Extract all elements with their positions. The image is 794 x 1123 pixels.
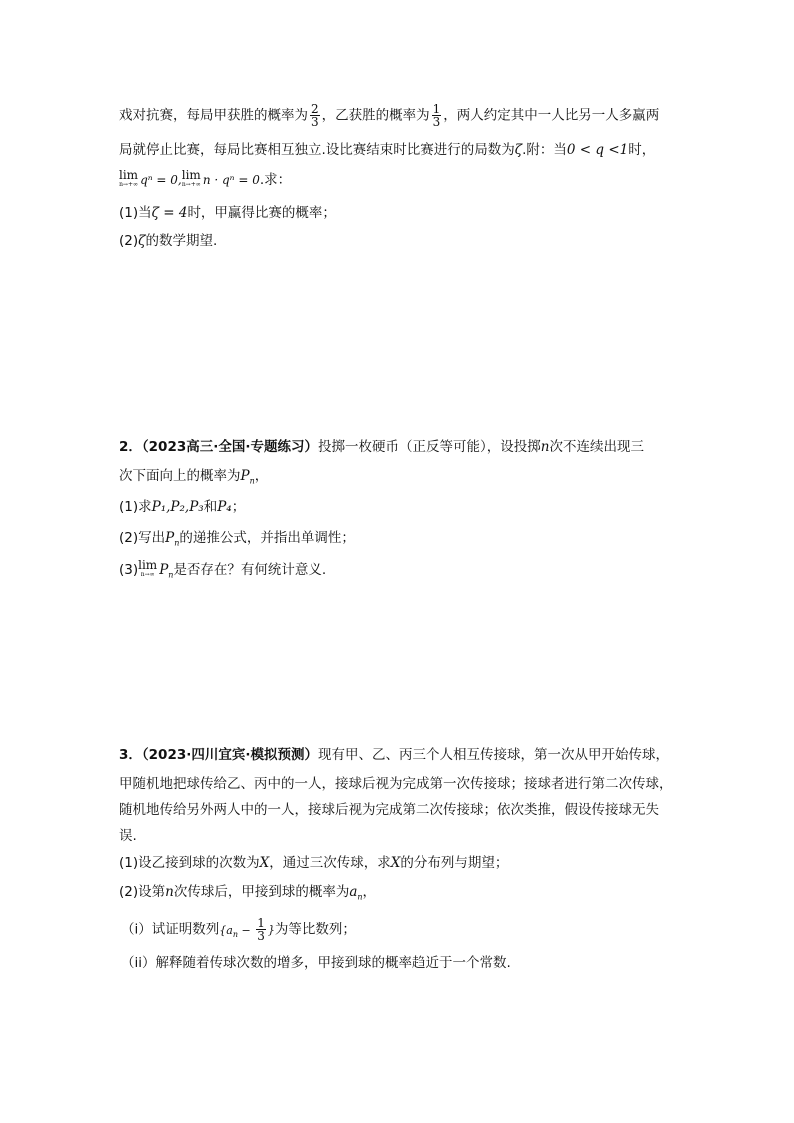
q3-line-4: 误. (119, 828, 137, 844)
fraction-one-third: $\frac{1}{3}$ (432, 102, 441, 129)
q3-part-2: (2)设第n次传球后，甲接到球的概率为$a_n$， (119, 884, 377, 902)
question-number: 3． (119, 747, 142, 763)
q3-sub-2: （ii）解释随着传球次数的增多，甲接到球的概率趋近于一个常数. (121, 955, 511, 971)
q3-part-1: (1)设乙接到球的次数为X，通过三次传球，求X的分布列与期望； (119, 855, 509, 871)
q2-line-1: 2．（2023高三·全国·专题练习）投掷一枚硬币（正反等可能），设投掷n次不连续出现三 (119, 439, 644, 455)
q2-line-2: 次下面向上的概率为$P_n$， (119, 468, 269, 486)
limit-operator: lim n→∞ (138, 558, 158, 578)
zeta-symbol: ζ (514, 142, 523, 158)
question-source: （2023·四川宜宾·模拟预测） (141, 747, 318, 763)
q3-sub-1: （i）试证明数列{$a_n$ − $\frac{1}{3}$ }为等比数列； (121, 916, 356, 943)
q2-part-1: (1)求P₁,P₂,P₃和P₄； (119, 499, 246, 515)
q2-part-3: (3) lim n→∞ $P_n$是否存在？有何统计意义. (119, 558, 327, 580)
q3-line-3: 随机地传给另外两人中的一人，接球后视为完成第二次传接球；依次类推，假设传接球无失 (119, 802, 659, 818)
q1-line-3-limits: lim n→+∞ qⁿ = 0, lim n→+∞ n · qⁿ = 0.求： (119, 168, 292, 188)
q1-line-1: 戏对抗赛，每局甲获胜的概率为 $\frac{2}{3}$ ，乙获胜的概率为 $\frac{1}{3}$ ，两人约定其中一人比另一人多赢两 (119, 102, 660, 129)
q1-part-1: (1)当ζ = 4时，甲赢得比赛的概率； (119, 205, 336, 221)
condition-formula: 0 < q <1 (566, 142, 629, 158)
q1-part-2: (2)ζ的数学期望. (119, 233, 218, 249)
limit-operator: lim n→+∞ (119, 168, 139, 188)
question-number: 2． (119, 439, 142, 455)
fraction-one-third: $\frac{1}{3}$ (257, 916, 265, 943)
fraction-two-thirds: $\frac{2}{3}$ (311, 102, 319, 129)
limit-operator: lim n→+∞ (181, 168, 201, 188)
q1-line-2: 局就停止比赛，每局比赛相互独立.设比赛结束时比赛进行的局数为ζ.附：当0 < q <1时， (119, 142, 656, 158)
q2-part-2: (2)写出$P_n$的递推公式，并指出单调性； (119, 530, 355, 548)
q1-text: 戏对抗赛，每局甲获胜的概率为 (119, 107, 308, 124)
question-source: （2023高三·全国·专题练习） (141, 439, 318, 455)
q3-line-1: 3．（2023·四川宜宾·模拟预测）现有甲、乙、丙三个人相互传接球，第一次从甲开始传球， (119, 747, 669, 763)
q3-line-2: 甲随机地把球传给乙、丙中的一人，接球后视为完成第一次传接球；接球者进行第二次传球， (119, 776, 673, 792)
